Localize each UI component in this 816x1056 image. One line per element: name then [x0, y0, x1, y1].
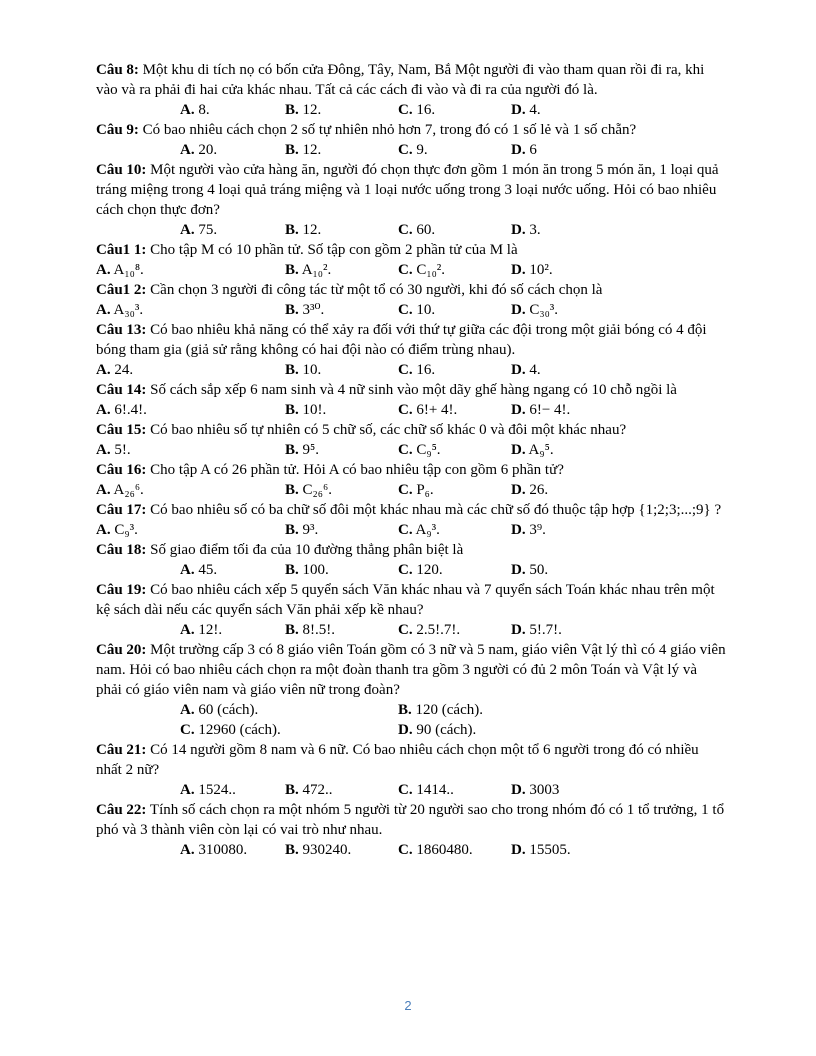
answer-options: [96, 480, 726, 500]
option-letter: C.: [398, 562, 413, 578]
question-body: Tính số cách chọn ra một nhóm 5 người từ 20 người sao cho trong nhóm đó có 1 tổ trưởng, 1 tổ phó và 3 thành viên còn lại có vai trò như nhau.: [96, 802, 725, 838]
option-value: P₆.: [416, 482, 434, 498]
answer-options: [96, 620, 726, 640]
answer-option: [398, 260, 445, 280]
answer-option: [398, 300, 435, 320]
answer-option: [180, 700, 258, 720]
question-body: Số giao điểm tối đa của 10 đường thẳng phân biệt là: [150, 542, 464, 558]
question-text: [96, 160, 726, 220]
option-value: 6!− 4!.: [529, 402, 571, 418]
question-label: Câu 18:: [96, 542, 147, 558]
option-letter: C.: [398, 782, 413, 798]
option-letter: D.: [511, 442, 526, 458]
option-value: A₁₀².: [301, 262, 332, 278]
question-body: Một người vào cửa hàng ăn, người đó chọn thực đơn gồm 1 món ăn trong 5 món ăn, 1 loại quả tráng miệng trong 4 loại quả tráng miệng và 1 loại nước uống trong 3 loại nước uống. Hỏi có bao nhiêu cách chọn thực đơn?: [96, 162, 719, 218]
answer-option: [96, 520, 138, 540]
answer-option: [398, 100, 435, 120]
answer-option: [285, 480, 332, 500]
answer-option: [398, 620, 460, 640]
option-letter: C.: [398, 842, 413, 858]
question-list: [96, 60, 726, 860]
option-letter: A.: [180, 562, 195, 578]
option-letter: C.: [398, 622, 413, 638]
answer-option: [398, 840, 473, 860]
answer-option: [511, 520, 546, 540]
answer-options: [96, 360, 726, 380]
answer-option: [398, 480, 434, 500]
answer-option: [285, 840, 351, 860]
answer-option: [285, 220, 321, 240]
option-letter: C.: [398, 142, 413, 158]
option-value: 12960 (cách).: [198, 722, 281, 738]
question-body: Một trường cấp 3 có 8 giáo viên Toán gồm có 3 nữ và 5 nam, giáo viên Vật lý thì có 4 giáo viên nam. Hỏi có bao nhiêu cách chọn ra một đoàn thanh tra gồm 3 người có đủ 2 môn Toán và Vật lý và phải có giáo viên nam và giáo viên nữ trong đoàn?: [96, 642, 726, 698]
option-value: 9⁵.: [302, 442, 319, 458]
answer-option: [285, 780, 333, 800]
option-letter: A.: [96, 402, 111, 418]
option-letter: D.: [511, 142, 526, 158]
question-label: Câu 14:: [96, 382, 147, 398]
question-text: [96, 320, 726, 360]
question-body: Có bao nhiêu cách chọn 2 số tự nhiên nhỏ hơn 7, trong đó có 1 số lẻ và 1 số chẵn?: [142, 122, 637, 138]
answer-option: [96, 480, 144, 500]
option-value: A₉³.: [415, 522, 440, 538]
option-value: 3.: [529, 222, 541, 238]
answer-option: [398, 440, 441, 460]
option-value: 1414..: [416, 782, 454, 798]
question-label: Câu1 1:: [96, 242, 147, 258]
answer-options: [96, 100, 726, 120]
answer-option: [180, 620, 222, 640]
question-body: Cho tập A có 26 phần tử. Hỏi A có bao nhiêu tập con gồm 6 phần tử?: [150, 462, 564, 478]
option-value: C₉⁵.: [416, 442, 441, 458]
answer-option: [511, 840, 571, 860]
option-value: 1860480.: [416, 842, 473, 858]
option-value: 3³⁰.: [302, 302, 325, 318]
option-value: 20.: [198, 142, 218, 158]
page-number: 2: [404, 998, 412, 1013]
question-body: Có bao nhiêu cách xếp 5 quyển sách Văn khác nhau và 7 quyển sách Toán khác nhau trên một kệ sách dài nếu các quyển sách Văn phải xếp kề nhau?: [96, 582, 715, 618]
option-value: A₂₆⁶.: [113, 482, 144, 498]
question-body: Số cách sắp xếp 6 nam sinh và 4 nữ sinh vào một dãy ghế hàng ngang có 10 chỗ ngồi là: [150, 382, 677, 398]
option-letter: D.: [398, 722, 413, 738]
option-value: C₉³.: [114, 522, 138, 538]
answer-option: [398, 720, 476, 740]
option-letter: A.: [96, 262, 111, 278]
option-letter: B.: [398, 702, 412, 718]
question-text: [96, 280, 726, 300]
answer-options: [96, 260, 726, 280]
option-letter: C.: [398, 522, 413, 538]
question-text: [96, 240, 726, 260]
option-letter: D.: [511, 842, 526, 858]
question-text: [96, 500, 726, 520]
option-letter: B.: [285, 362, 299, 378]
answer-option: [398, 220, 435, 240]
answer-option: [511, 560, 548, 580]
option-letter: B.: [285, 262, 299, 278]
answer-option: [511, 260, 553, 280]
answer-option: [285, 300, 324, 320]
option-letter: A.: [180, 222, 195, 238]
question-text: [96, 60, 726, 100]
answer-option: [96, 260, 144, 280]
option-value: 60 (cách).: [198, 702, 259, 718]
answer-option: [511, 480, 548, 500]
option-letter: B.: [285, 842, 299, 858]
option-letter: C.: [398, 222, 413, 238]
question-body: Có bao nhiêu khả năng có thể xảy ra đối với thứ tự giữa các đội trong một giải bóng có 4 đội bóng tham gia (giả sử rằng không có hai đội nào có điểm trùng nhau).: [96, 322, 707, 358]
question-label: Câu 17:: [96, 502, 147, 518]
question-body: Cần chọn 3 người đi công tác từ một tổ có 30 người, khi đó số cách chọn là: [150, 282, 603, 298]
option-value: 4.: [529, 362, 541, 378]
option-value: 10.: [302, 362, 322, 378]
option-value: 16.: [416, 102, 436, 118]
question-label: Câu 20:: [96, 642, 147, 658]
option-letter: A.: [180, 842, 195, 858]
option-value: 120 (cách).: [415, 702, 483, 718]
answer-option: [180, 100, 210, 120]
option-value: 12.: [302, 142, 322, 158]
question-text: [96, 120, 726, 140]
question-body: Cho tập M có 10 phần tử. Số tập con gồm 2 phần tử của M là: [150, 242, 518, 258]
question-label: Câu 16:: [96, 462, 147, 478]
answer-option: [180, 560, 217, 580]
answer-option: [398, 360, 435, 380]
option-value: C₃₀³.: [529, 302, 559, 318]
question-label: Câu 22:: [96, 802, 147, 818]
option-letter: A.: [180, 142, 195, 158]
answer-option: [285, 260, 331, 280]
answer-options: [96, 840, 726, 860]
question-label: Câu 13:: [96, 322, 147, 338]
option-letter: A.: [180, 622, 195, 638]
option-letter: A.: [96, 482, 111, 498]
option-letter: C.: [398, 302, 413, 318]
option-value: C₁₀².: [416, 262, 446, 278]
answer-options: [96, 400, 726, 420]
answer-option: [285, 400, 326, 420]
option-value: 26.: [529, 482, 549, 498]
answer-option: [180, 780, 236, 800]
option-value: 10².: [529, 262, 553, 278]
answer-options: [96, 520, 726, 540]
answer-option: [285, 620, 335, 640]
answer-option: [285, 100, 321, 120]
answer-option: [398, 520, 440, 540]
option-value: 8!.5!.: [302, 622, 336, 638]
option-letter: C.: [180, 722, 195, 738]
answer-option: [398, 780, 454, 800]
option-letter: D.: [511, 362, 526, 378]
question-label: Câu 8:: [96, 62, 139, 78]
option-letter: C.: [398, 402, 413, 418]
option-letter: C.: [398, 442, 413, 458]
answer-option: [511, 620, 562, 640]
answer-option: [285, 140, 321, 160]
option-value: 12.: [302, 222, 322, 238]
question-text: [96, 640, 726, 700]
option-letter: C.: [398, 362, 413, 378]
answer-option: [180, 720, 281, 740]
answer-options: [96, 720, 726, 740]
option-letter: A.: [180, 782, 195, 798]
option-value: 60.: [416, 222, 436, 238]
answer-options: [96, 140, 726, 160]
option-letter: B.: [285, 622, 299, 638]
option-value: 2.5!.7!.: [416, 622, 461, 638]
question-body: Một khu di tích nọ có bốn cửa Đông, Tây, Nam, Bắ Một người đi vào tham quan rồi đi ra, khi vào và ra phải đi hai cửa khác nhau. Tất cả các cách đi vào và đi ra của người đó là.: [96, 62, 705, 98]
answer-option: [180, 140, 217, 160]
answer-option: [511, 220, 541, 240]
question-label: Câu 21:: [96, 742, 147, 758]
option-letter: D.: [511, 482, 526, 498]
option-value: 6!.4!.: [114, 402, 147, 418]
option-value: A₁₀⁸.: [113, 262, 144, 278]
answer-option: [398, 400, 457, 420]
option-letter: B.: [285, 222, 299, 238]
option-value: 16.: [416, 362, 436, 378]
option-letter: A.: [96, 302, 111, 318]
answer-option: [96, 360, 133, 380]
option-value: 9.: [416, 142, 428, 158]
option-value: 24.: [114, 362, 134, 378]
option-value: 9³.: [302, 522, 319, 538]
answer-option: [96, 300, 143, 320]
answer-option: [511, 440, 554, 460]
answer-option: [96, 440, 131, 460]
answer-option: [96, 400, 147, 420]
answer-option: [285, 560, 329, 580]
option-letter: D.: [511, 522, 526, 538]
question-label: Câu1 2:: [96, 282, 147, 298]
answer-options: [96, 780, 726, 800]
option-value: 10.: [416, 302, 436, 318]
answer-options: [96, 700, 726, 720]
answer-option: [180, 220, 217, 240]
option-value: 3003: [529, 782, 560, 798]
option-letter: B.: [285, 522, 299, 538]
answer-option: [285, 520, 318, 540]
question-text: [96, 740, 726, 780]
option-value: 472..: [302, 782, 333, 798]
option-letter: A.: [180, 702, 195, 718]
option-value: 1524..: [198, 782, 236, 798]
answer-options: [96, 560, 726, 580]
option-value: 50.: [529, 562, 549, 578]
answer-option: [511, 300, 558, 320]
option-letter: D.: [511, 262, 526, 278]
question-body: Có bao nhiêu số tự nhiên có 5 chữ số, các chữ số khác 0 và đôi một khác nhau?: [150, 422, 627, 438]
question-label: Câu 10:: [96, 162, 147, 178]
answer-options: [96, 300, 726, 320]
option-letter: D.: [511, 302, 526, 318]
option-value: 3⁹.: [529, 522, 546, 538]
option-value: 90 (cách).: [416, 722, 477, 738]
answer-options: [96, 220, 726, 240]
question-label: Câu 9:: [96, 122, 139, 138]
option-value: A₃₀³.: [113, 302, 144, 318]
question-text: [96, 420, 726, 440]
option-value: 45.: [198, 562, 218, 578]
answer-option: [285, 440, 319, 460]
question-text: [96, 380, 726, 400]
option-letter: B.: [285, 482, 299, 498]
option-letter: C.: [398, 262, 413, 278]
option-letter: D.: [511, 622, 526, 638]
option-value: 5!.7!.: [529, 622, 562, 638]
option-value: 15505.: [529, 842, 571, 858]
option-letter: A.: [96, 442, 111, 458]
answer-option: [180, 840, 247, 860]
answer-option: [285, 360, 321, 380]
option-letter: B.: [285, 782, 299, 798]
answer-option: [511, 100, 541, 120]
option-value: 310080.: [198, 842, 248, 858]
question-text: [96, 540, 726, 560]
answer-option: [398, 700, 483, 720]
option-value: 930240.: [302, 842, 352, 858]
option-value: 6!+ 4!.: [416, 402, 458, 418]
option-value: 75.: [198, 222, 218, 238]
option-value: 12!.: [198, 622, 223, 638]
option-value: 8.: [198, 102, 210, 118]
question-text: [96, 460, 726, 480]
option-letter: C.: [398, 102, 413, 118]
option-letter: B.: [285, 302, 299, 318]
option-value: 4.: [529, 102, 541, 118]
option-letter: B.: [285, 562, 299, 578]
option-value: 6: [529, 142, 537, 158]
option-value: 12.: [302, 102, 322, 118]
option-value: C₂₆⁶.: [302, 482, 332, 498]
option-value: A₉⁵.: [528, 442, 554, 458]
question-label: Câu 15:: [96, 422, 147, 438]
option-letter: B.: [285, 402, 299, 418]
question-label: Câu 19:: [96, 582, 147, 598]
answer-option: [511, 780, 559, 800]
answer-option: [511, 400, 570, 420]
option-value: 5!.: [114, 442, 131, 458]
question-body: Có bao nhiêu số có ba chữ số đôi một khác nhau mà các chữ số đó thuộc tập hợp {1;2;3;...;9} ?: [150, 502, 722, 518]
question-text: [96, 800, 726, 840]
option-letter: D.: [511, 562, 526, 578]
answer-option: [511, 140, 537, 160]
answer-options: [96, 440, 726, 460]
option-value: 100.: [302, 562, 329, 578]
question-text: [96, 580, 726, 620]
option-letter: C.: [398, 482, 413, 498]
answer-option: [398, 140, 428, 160]
option-letter: B.: [285, 142, 299, 158]
option-value: 120.: [416, 562, 443, 578]
answer-option: [398, 560, 443, 580]
option-letter: A.: [180, 102, 195, 118]
option-letter: A.: [96, 362, 111, 378]
question-body: Có 14 người gồm 8 nam và 6 nữ. Có bao nhiêu cách chọn một tổ 6 người trong đó có nhiều nhất 2 nữ?: [96, 742, 699, 778]
option-value: 10!.: [302, 402, 327, 418]
option-letter: A.: [96, 522, 111, 538]
answer-option: [511, 360, 541, 380]
option-letter: B.: [285, 442, 299, 458]
option-letter: D.: [511, 102, 526, 118]
option-letter: D.: [511, 782, 526, 798]
option-letter: D.: [511, 222, 526, 238]
option-letter: B.: [285, 102, 299, 118]
option-letter: D.: [511, 402, 526, 418]
